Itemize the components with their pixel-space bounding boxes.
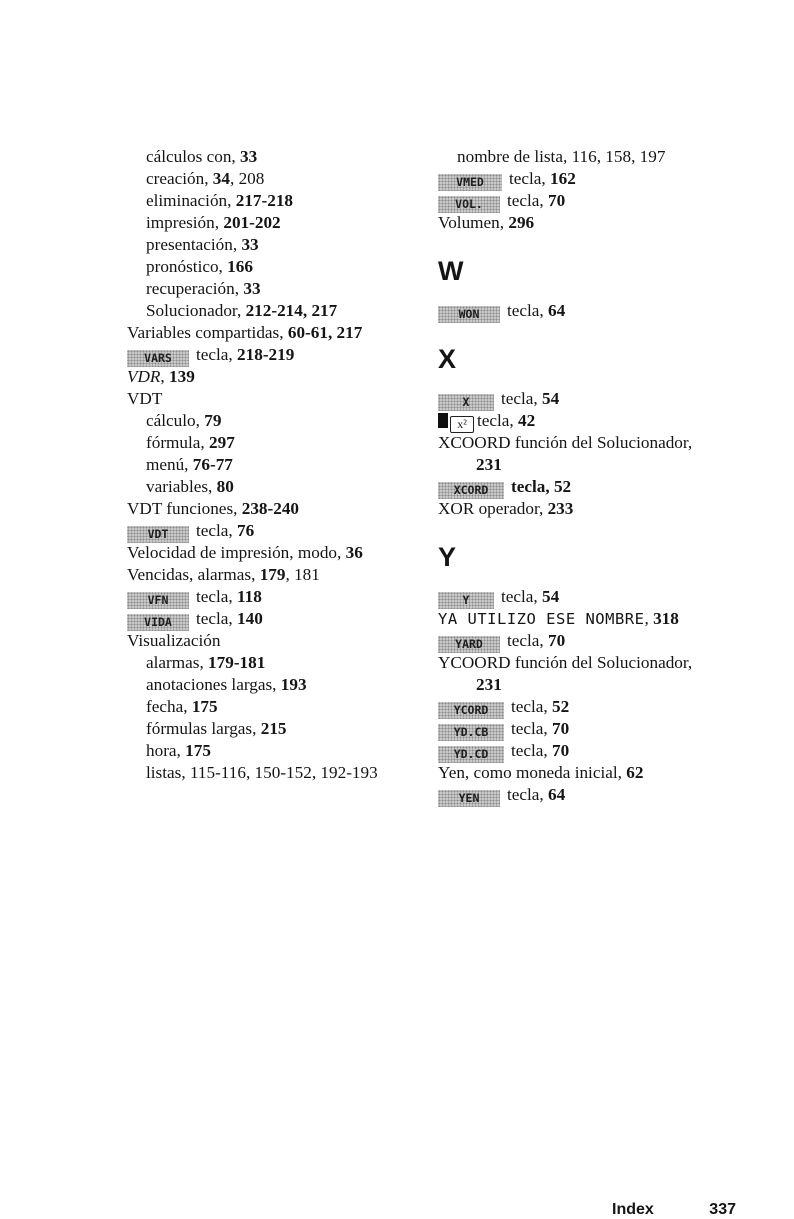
menu-key-icon: XCORD xyxy=(438,482,504,499)
entry-pages: 70 xyxy=(552,741,570,760)
menu-key-icon: YCORD xyxy=(438,702,504,719)
entry-term: recuperación, xyxy=(146,279,244,298)
index-entry xyxy=(127,586,427,608)
index-entry xyxy=(127,322,427,344)
index-entry xyxy=(127,652,427,674)
index-entry xyxy=(438,146,768,168)
entry-term: cálculos con, xyxy=(146,147,241,166)
index-entry xyxy=(127,278,427,300)
menu-key-icon: VFN xyxy=(127,592,189,609)
entry-term: alarmas, xyxy=(146,653,209,672)
index-entry xyxy=(438,410,768,432)
entry-pages: 76 xyxy=(237,521,255,540)
entry-term: variables, xyxy=(146,477,217,496)
index-entry xyxy=(438,652,768,674)
entry-pages: 115-116, 150-152, 192-193 xyxy=(189,763,378,782)
display-message: YA UTILIZO ESE NOMBRE xyxy=(438,610,645,628)
menu-key-icon: X xyxy=(438,394,494,411)
menu-key-icon: YD.CD xyxy=(438,746,504,763)
menu-key-icon: YEN xyxy=(438,790,500,807)
entry-pages: 212-214, 217 xyxy=(245,301,338,320)
entry-pages: 76-77 xyxy=(192,455,233,474)
entry-term: VDT funciones, xyxy=(127,499,242,518)
index-entry xyxy=(438,784,768,806)
index-entry xyxy=(127,300,427,322)
entry-term: Visualización xyxy=(127,631,221,650)
entry-term: tecla, xyxy=(196,521,238,540)
entry-term: tecla, xyxy=(196,609,238,628)
entry-term: , xyxy=(160,367,170,386)
menu-key-icon: YD.CB xyxy=(438,724,504,741)
index-entry xyxy=(127,608,427,630)
index-entry xyxy=(127,388,427,410)
entry-pages: 118 xyxy=(237,587,262,606)
entry-term: tecla, xyxy=(501,389,543,408)
index-entry xyxy=(127,366,427,388)
menu-key-icon: YARD xyxy=(438,636,500,653)
index-entry xyxy=(438,498,768,520)
entry-pages-bold: 179 xyxy=(259,565,286,584)
entry-pages: 218-219 xyxy=(237,345,295,364)
entry-term: Velocidad de impresión, modo, xyxy=(127,543,346,562)
entry-term: tecla, xyxy=(507,631,549,650)
x-squared-key-icon: x² xyxy=(450,416,474,433)
entry-pages: 64 xyxy=(548,301,566,320)
entry-pages: 217-218 xyxy=(235,191,294,210)
page-footer xyxy=(612,1201,736,1219)
entry-term: nombre de lista, xyxy=(457,147,572,166)
entry-pages: , 181 xyxy=(285,565,320,584)
entry-pages: 238-240 xyxy=(241,499,300,518)
entry-pages: 33 xyxy=(243,279,261,298)
index-entry xyxy=(127,146,427,168)
entry-pages: 231 xyxy=(476,455,502,474)
entry-term: VDT xyxy=(127,389,163,408)
index-entry xyxy=(438,300,768,322)
index-entry xyxy=(127,234,427,256)
entry-pages: 42 xyxy=(518,411,536,430)
entry-term: listas, xyxy=(146,763,190,782)
index-entry xyxy=(438,696,768,718)
shift-key-icon xyxy=(438,413,448,428)
entry-pages: 70 xyxy=(548,191,566,210)
index-entry xyxy=(438,608,768,630)
entry-term: tecla, xyxy=(511,719,553,738)
index-entry xyxy=(127,498,427,520)
entry-term: Variables compartidas, xyxy=(127,323,288,342)
entry-term: tecla, xyxy=(477,411,519,430)
index-entry xyxy=(127,718,427,740)
entry-pages: 62 xyxy=(626,763,644,782)
entry-pages: , 208 xyxy=(229,169,265,188)
footer-page-number: 337 xyxy=(709,1201,736,1218)
section-letter-heading: W xyxy=(438,256,464,286)
index-entry xyxy=(438,432,768,454)
index-entry xyxy=(438,674,768,696)
index-entry xyxy=(127,542,427,564)
entry-pages: 166 xyxy=(227,257,253,276)
entry-pages: 52 xyxy=(552,697,570,716)
entry-term: tecla, xyxy=(511,741,553,760)
entry-term: creación, xyxy=(146,169,213,188)
entry-term: pronóstico, xyxy=(146,257,228,276)
entry-pages-bold: 34 xyxy=(212,169,230,188)
entry-pages: 201-202 xyxy=(223,213,281,232)
entry-pages: 233 xyxy=(547,499,574,518)
entry-term: YCOORD función del Solucionador, xyxy=(438,653,693,672)
index-entry xyxy=(127,256,427,278)
entry-pages: 215 xyxy=(260,719,287,738)
menu-key-icon: Y xyxy=(438,592,494,609)
index-entry xyxy=(127,762,427,784)
entry-term: XCOORD función del Solucionador, xyxy=(438,433,693,452)
index-entry xyxy=(127,454,427,476)
entry-pages: 79 xyxy=(204,411,222,430)
section-letter-heading: X xyxy=(438,344,457,374)
entry-term: fórmula, xyxy=(146,433,210,452)
index-entry xyxy=(438,718,768,740)
index-column-left xyxy=(127,146,427,784)
footer-section-label: Index xyxy=(612,1201,654,1218)
entry-pages: 70 xyxy=(552,719,570,738)
entry-pages: 60-61, 217 xyxy=(287,323,363,342)
menu-key-icon: VDT xyxy=(127,526,189,543)
index-entry xyxy=(127,190,427,212)
entry-pages: 54 xyxy=(542,587,560,606)
entry-term: anotaciones largas, xyxy=(146,675,281,694)
index-entry xyxy=(127,740,427,762)
menu-key-icon: VMED xyxy=(438,174,502,191)
entry-term: tecla, xyxy=(507,785,549,804)
menu-key-icon: VARS xyxy=(127,350,189,367)
entry-pages: 64 xyxy=(548,785,566,804)
entry-pages: 80 xyxy=(216,477,234,496)
entry-pages: 52 xyxy=(553,477,572,496)
index-entry xyxy=(127,168,427,190)
entry-pages: 318 xyxy=(653,609,679,628)
index-entry xyxy=(127,432,427,454)
entry-pages: 54 xyxy=(542,389,560,408)
menu-key-icon: VIDA xyxy=(127,614,189,631)
entry-term: , xyxy=(644,609,654,628)
index-entry xyxy=(438,586,768,608)
entry-term: XOR operador, xyxy=(438,499,548,518)
entry-term: Solucionador, xyxy=(146,301,246,320)
entry-term: fecha, xyxy=(146,697,192,716)
entry-term: Volumen, xyxy=(438,213,509,232)
menu-key-icon: VOL. xyxy=(438,196,500,213)
entry-pages: 33 xyxy=(241,235,259,254)
entry-term: tecla, xyxy=(509,169,551,188)
entry-pages: 162 xyxy=(550,169,576,188)
entry-pages: 116, 158, 197 xyxy=(571,147,666,166)
entry-term: Vencidas, alarmas, xyxy=(127,565,260,584)
entry-pages: 140 xyxy=(237,609,263,628)
entry-pages: 296 xyxy=(508,213,535,232)
index-entry xyxy=(127,674,427,696)
index-entry xyxy=(127,630,427,652)
entry-term: tecla, xyxy=(507,301,549,320)
index-entry xyxy=(438,190,768,212)
entry-term: tecla, xyxy=(196,587,238,606)
entry-pages: 33 xyxy=(240,147,258,166)
entry-pages: 193 xyxy=(280,675,307,694)
entry-term: tecla, xyxy=(511,477,554,496)
section-letter-heading: Y xyxy=(438,542,457,572)
index-entry xyxy=(127,410,427,432)
entry-pages: 179-181 xyxy=(208,653,266,672)
index-entry xyxy=(438,762,768,784)
index-entry xyxy=(127,520,427,542)
entry-term: presentación, xyxy=(146,235,242,254)
entry-pages: 175 xyxy=(191,697,218,716)
entry-term: fórmulas largas, xyxy=(146,719,261,738)
index-entry xyxy=(438,168,768,190)
index-entry xyxy=(127,696,427,718)
index-entry xyxy=(127,564,427,586)
entry-pages: 139 xyxy=(169,367,195,386)
entry-pages: 175 xyxy=(185,741,211,760)
entry-term: tecla, xyxy=(507,191,549,210)
entry-pages: 70 xyxy=(548,631,566,650)
entry-term: tecla, xyxy=(511,697,553,716)
entry-term: impresión, xyxy=(146,213,224,232)
index-entry xyxy=(127,476,427,498)
index-entry xyxy=(438,388,768,410)
index-entry xyxy=(127,344,427,366)
entry-term: tecla, xyxy=(196,345,238,364)
index-entry xyxy=(438,740,768,762)
entry-term: Yen, como moneda inicial, xyxy=(438,763,627,782)
entry-term: eliminación, xyxy=(146,191,236,210)
index-column-right xyxy=(438,146,768,806)
entry-pages: 297 xyxy=(209,433,235,452)
entry-term-italic: VDR xyxy=(127,367,161,386)
entry-term: tecla, xyxy=(501,587,543,606)
index-entry xyxy=(438,630,768,652)
menu-key-icon: WON xyxy=(438,306,500,323)
index-entry xyxy=(127,212,427,234)
index-entry xyxy=(438,212,768,234)
index-entry xyxy=(438,454,768,476)
entry-pages: 36 xyxy=(345,543,363,562)
entry-pages: 231 xyxy=(476,675,502,694)
index-entry xyxy=(438,476,768,498)
entry-term: cálculo, xyxy=(146,411,205,430)
entry-term: hora, xyxy=(146,741,186,760)
entry-term: menú, xyxy=(146,455,193,474)
